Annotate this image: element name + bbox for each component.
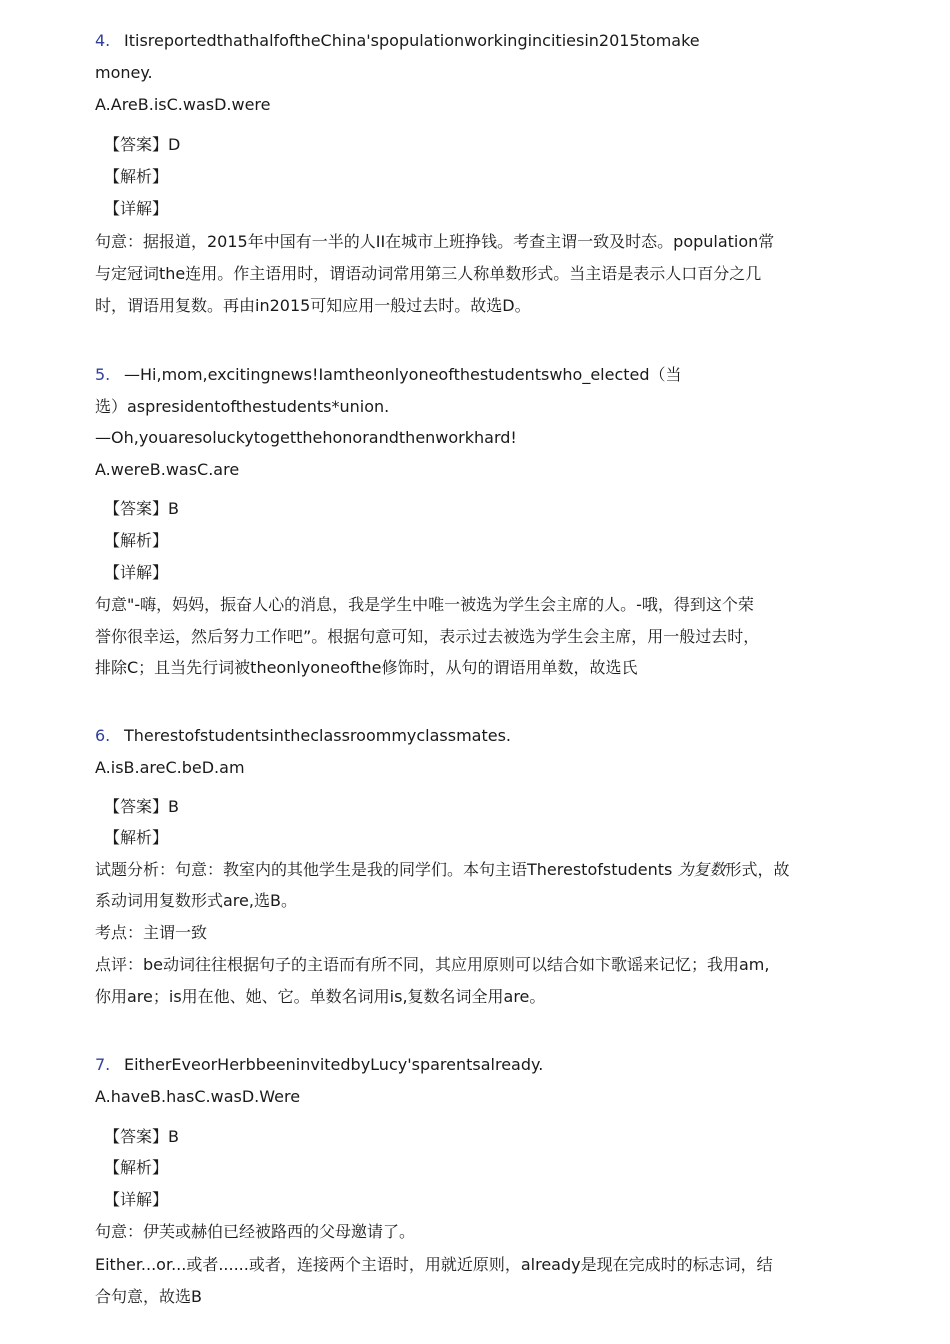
- q4-explanation-line1: 句意：据报道，2015年中国有一半的人II在城市上班挣钱。考查主谓一致及时态。population常: [95, 232, 775, 251]
- q6-dianping-line2: 你用are；is用在他、她、它。单数名词用is,复数名词全用are。: [95, 987, 546, 1006]
- q4-answer: 【答案】D: [104, 135, 181, 154]
- q6-explanation-line2: 系动词用复数形式are,选B。: [95, 891, 297, 910]
- q7-answer: 【答案】B: [104, 1127, 179, 1146]
- q6-dianping-line1: 点评：be动词往往根据句子的主语而有所不同，其应用原则可以结合如卞歌谣来记忆；我用am,: [95, 955, 770, 974]
- q6-exp-italic: 为复数: [677, 860, 726, 879]
- q6-exp-part3: 形式，故: [725, 860, 790, 879]
- q7-number: 7.: [95, 1055, 111, 1074]
- q5-explanation-line1: 句意"-嗨，妈妈，振奋人心的消息，我是学生中唯一被选为学生会主席的人。-哦，得到这个荣: [95, 595, 754, 614]
- q6-exp-part1: 试题分析：句意：教室内的其他学生是我的同学们。本句主语Therestofstudents: [95, 860, 673, 879]
- q5-stem-line1: [95, 365, 682, 385]
- q5-analysis-label: 【解析】: [104, 531, 169, 550]
- q4-stem-line1: [95, 31, 700, 51]
- q4-number: 4.: [95, 31, 111, 50]
- q7-analysis-label: 【解析】: [104, 1158, 169, 1177]
- q5-explanation-line3: 排除C；且当先行词被theonlyoneofthe修饰时，从句的谓语用单数，故选氏: [95, 658, 638, 677]
- q4-explanation-line3: 时，谓语用复数。再由in2015可知应用一般过去时。故选D。: [95, 296, 531, 315]
- q5-number: 5.: [95, 365, 111, 384]
- q7-explanation-line1: 句意：伊芙或赫伯已经被路西的父母邀请了。: [95, 1222, 416, 1241]
- q6-stem-text: Therestofstudentsintheclassroommyclassmates.: [124, 726, 512, 745]
- q7-stem-line1: [95, 1055, 543, 1075]
- q7-stem-text: EitherEveorHerbbeeninvitedbyLucy'sparentsalready.: [124, 1055, 544, 1074]
- q5-stem-line3: —Oh,youaresoluckytogetthehonorandthenworkhard!: [95, 428, 517, 447]
- q5-stem-line2: 选）aspresidentofthestudents*union.: [95, 397, 390, 416]
- q4-detail-label: 【详解】: [104, 199, 169, 218]
- q7-explanation-line3: 合句意，故选B: [95, 1287, 202, 1306]
- q5-stem-text: —Hi,mom,excitingnews!Iamtheonlyoneofthestudentswho_elected（当: [124, 365, 682, 384]
- q5-answer: 【答案】B: [104, 499, 179, 518]
- q7-detail-label: 【详解】: [104, 1190, 169, 1209]
- q6-options: A.isB.areC.beD.am: [95, 758, 245, 777]
- q6-number: 6.: [95, 726, 111, 745]
- q6-kaodian: 考点：主谓一致: [95, 923, 208, 942]
- q4-stem-line2: money.: [95, 63, 153, 82]
- q6-explanation-line1: [95, 860, 790, 880]
- q5-detail-label: 【详解】: [104, 563, 169, 582]
- q4-analysis-label: 【解析】: [104, 167, 169, 186]
- q7-options: A.haveB.hasC.wasD.Were: [95, 1087, 301, 1106]
- q6-stem-line1: [95, 726, 511, 746]
- q6-answer: 【答案】B: [104, 797, 179, 816]
- q4-options: A.AreB.isC.wasD.were: [95, 95, 271, 114]
- q4-stem-text: ItisreportedthathalfoftheChina'spopulationworkingincitiesin2015tomake: [124, 31, 700, 50]
- q4-explanation-line2: 与定冠词the连用。作主语用时，谓语动词常用第三人称单数形式。当主语是表示人口百分之几: [95, 264, 762, 283]
- q5-options: A.wereB.wasC.are: [95, 460, 240, 479]
- q7-explanation-line2: Either...or...或者......或者，连接两个主语时，用就近原则，already是现在完成时的标志词，结: [95, 1255, 773, 1274]
- q6-analysis-label: 【解析】: [104, 828, 169, 847]
- q5-explanation-line2: 誉你很幸运，然后努力工作吧”。根据句意可知，表示过去被选为学生会主席，用一般过去时，: [95, 627, 760, 646]
